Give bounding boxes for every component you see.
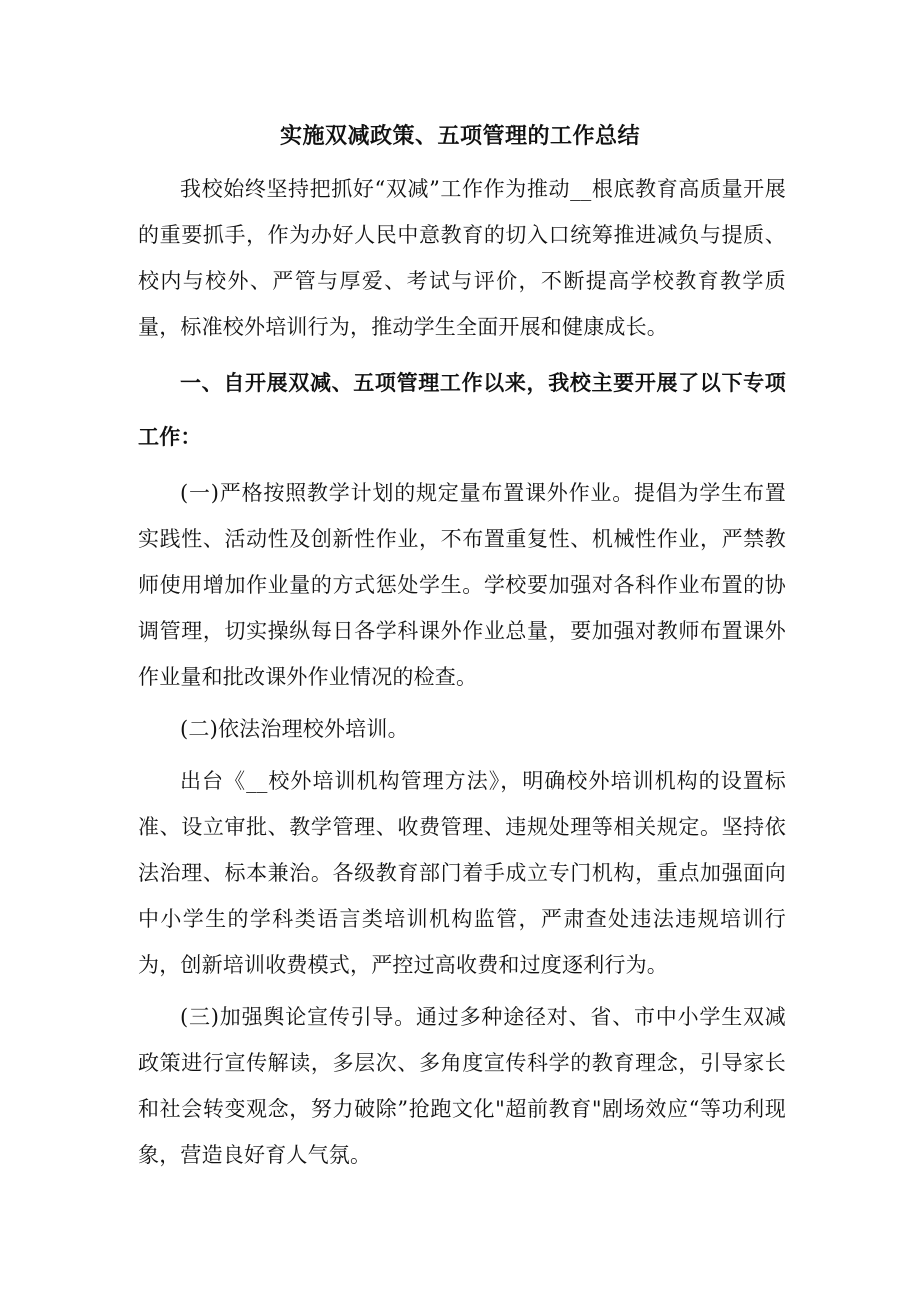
document-title: 实施双减政策、五项管理的工作总结	[279, 123, 640, 149]
item-3-paragraph: (三)加强舆论宣传引导。通过多种途径对、省、市中小学生双减政策进行宣传解读，多层次、多角度宣传科学的教育理念，引导家长和社会转变观念，努力破除”抢跑文化"超前教育"剧场效应“等功利现象，营造良好育人气氛。	[138, 1005, 786, 1167]
item-2-detail-paragraph: 出台《__校外培训机构管理方法》，明确校外培训机构的设置标准、设立审批、教学管理、收费管理、违规处理等相关规定。坚持依法治理、标本兼治。各级教育部门着手成立专门机构，重点加强面向中小学生的学科类语言类培训机构监管，严肃查处违法违规培训行为，创新培训收费模式，严控过高收费和过度逐利行为。	[138, 769, 786, 977]
item-2-paragraph: (二)依法治理校外培训。	[180, 717, 409, 741]
item-1-paragraph: (一)严格按照教学计划的规定量布置课外作业。提倡为学生布置实践性、活动性及创新性作业，不布置重复性、机械性作业，严禁教师使用增加作业量的方式惩处学生。学校要加强对各科作业布置的协调管理，切实操纵每日各学科课外作业总量，要加强对教师布置课外作业量和批改课外作业情况的检查。	[138, 481, 786, 689]
section-heading: 一、自开展双减、五项管理工作以来，我校主要开展了以下专项工作：	[138, 370, 786, 449]
document-body	[138, 166, 786, 1184]
intro-paragraph: 我校始终坚持把抓好“双减”工作作为推动__根底教育高质量开展的重要抓手，作为办好人民中意教育的切入口统筹推进减负与提质、校内与校外、严管与厚爱、考试与评价，不断提高学校教育教学质量，标准校外培训行为，推动学生全面开展和健康成长。	[138, 177, 786, 339]
